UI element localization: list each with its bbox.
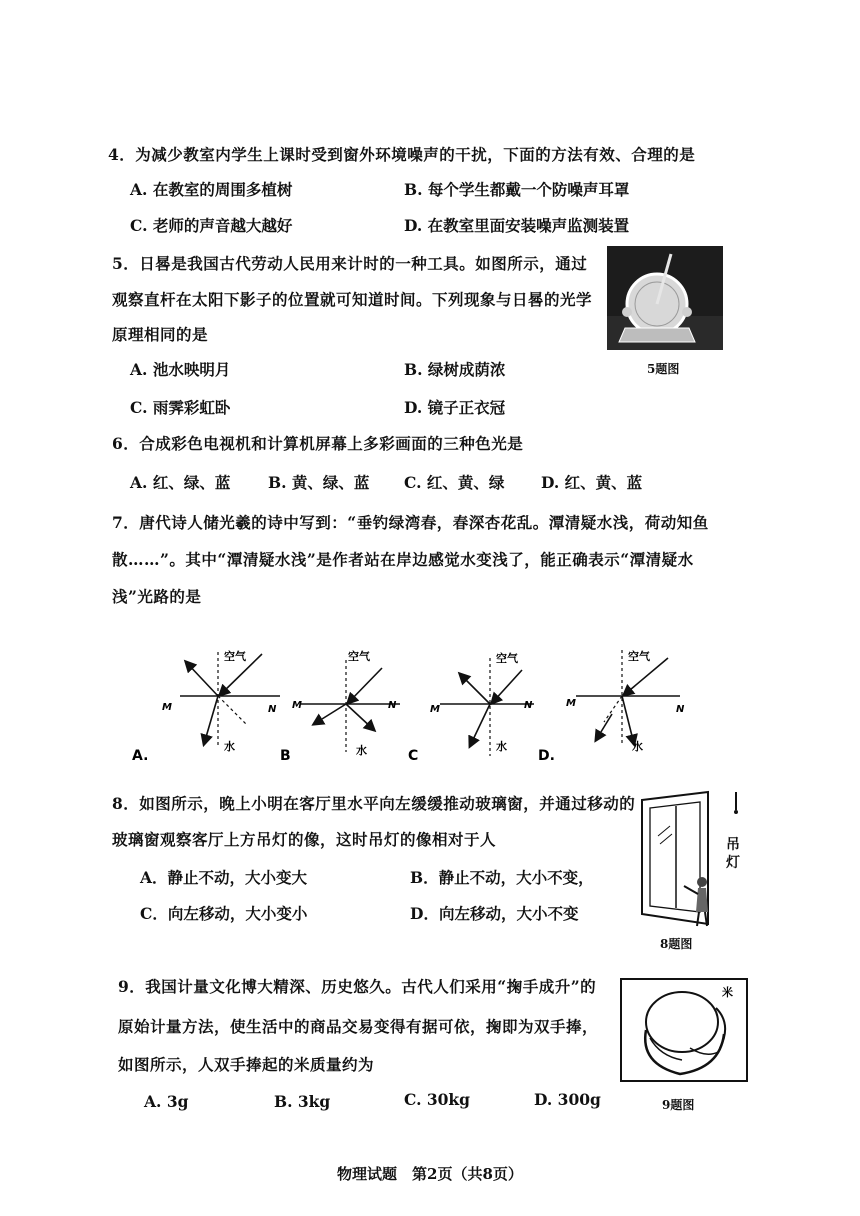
diagram-b <box>292 649 400 757</box>
sundial-image <box>607 246 723 350</box>
q5-option-c: C. 雨霁彩虹卧 <box>130 398 231 417</box>
q7-option-c-letter: C <box>408 748 419 764</box>
q5-stem-line-2: 观察直杆在太阳下影子的位置就可知道时间。下列现象与日晷的光学 <box>112 290 593 309</box>
q8-option-b: B．静止不动，大小不变， <box>410 868 594 887</box>
diagram-c-n-label: N <box>524 700 533 711</box>
q8-option-d: D．向左移动，大小不变 <box>410 904 579 923</box>
q5-stem-line-1: 5．日晷是我国古代劳动人民用来计时的一种工具。如图所示，通过 <box>112 254 588 273</box>
q9-option-c: C. 30kg <box>404 1090 471 1109</box>
diagram-d-water-label: 水 <box>632 740 643 753</box>
q7-light-path-diagrams <box>120 640 700 770</box>
q7-option-b-letter: B <box>280 748 291 764</box>
q8-caption: 8题图 <box>660 937 693 951</box>
q9-option-a: A. 3g <box>144 1092 189 1111</box>
q7-option-d-letter: D. <box>538 748 555 764</box>
diagram-b-m-label: M <box>292 700 302 711</box>
q7-option-a-letter: A. <box>132 748 149 764</box>
diagram-b-air-label: 空气 <box>348 650 370 663</box>
diagram-d <box>566 649 685 753</box>
q9-caption: 9题图 <box>662 1098 695 1112</box>
diagram-b-water-label: 水 <box>356 744 367 757</box>
diagram-d-air-label: 空气 <box>628 650 650 663</box>
lamp-label: 吊灯 <box>726 837 740 871</box>
diagram-c-m-label: M <box>430 704 440 715</box>
q4-stem: 4．为减少教室内学生上课时受到窗外环境噪声的干扰，下面的方法有效、合理的是 <box>108 145 696 164</box>
q5-option-b: B. 绿树成荫浓 <box>404 360 506 379</box>
page-footer: 物理试题 第2页（共8页） <box>337 1165 523 1183</box>
q9-option-d: D. 300g <box>534 1090 601 1109</box>
diagram-c-water-label: 水 <box>496 740 507 753</box>
q9-stem-line-2: 原始计量方法，使生活中的商品交易变得有据可依，掬即为双手捧， <box>118 1017 599 1036</box>
q5-option-d: D. 镜子正衣冠 <box>404 398 506 417</box>
diagram-c <box>430 651 534 756</box>
q5-option-a: A. 池水映明月 <box>130 360 231 379</box>
q4-option-d: D. 在教室里面安装噪声监测装置 <box>404 216 630 235</box>
diagram-c-air-label: 空气 <box>496 652 518 665</box>
q5-caption: 5题图 <box>647 362 680 376</box>
q4-option-b: B. 每个学生都戴一个防噪声耳罩 <box>404 180 630 199</box>
q6-option-a: A. 红、绿、蓝 <box>130 473 231 492</box>
q9-stem-line-1: 9．我国计量文化博大精深、历史悠久。古代人们采用“掬手成升”的 <box>118 977 597 996</box>
diagram-a-m-label: M <box>162 702 172 713</box>
diagram-a-n-label: N <box>268 704 277 715</box>
diagram-d-m-label: M <box>566 698 576 709</box>
q8-stem-line-2: 玻璃窗观察客厅上方吊灯的像，这时吊灯的像相对于人 <box>112 830 497 849</box>
q7-stem-line-2: 散……”。其中“潭清疑水浅”是作者站在岸边感觉水变浅了，能正确表示“潭清疑水 <box>112 550 694 569</box>
q8-stem-line-1: 8．如图所示，晚上小明在客厅里水平向左缓缓推动玻璃窗，并通过移动的 <box>112 794 636 813</box>
rice-label: 米 <box>722 986 733 999</box>
hands-rice-image <box>620 978 748 1082</box>
q8-option-a: A．静止不动，大小变大 <box>140 868 308 887</box>
q5-stem-line-3: 原理相同的是 <box>112 325 209 344</box>
q6-option-b: B. 黄、绿、蓝 <box>268 473 370 492</box>
diagram-b-n-label: N <box>388 700 397 711</box>
q7-stem-line-1: 7．唐代诗人储光羲的诗中写到：“垂钓绿湾春，春深杏花乱。潭清疑水浅，荷动知鱼 <box>112 513 709 532</box>
diagram-d-n-label: N <box>676 704 685 715</box>
diagram-a <box>162 649 280 753</box>
diagram-a-water-label: 水 <box>224 740 235 753</box>
q6-stem: 6．合成彩色电视机和计算机屏幕上多彩画面的三种色光是 <box>112 434 524 453</box>
q9-stem-line-3: 如图所示，人双手捧起的米质量约为 <box>118 1055 375 1074</box>
q6-option-d: D. 红、黄、蓝 <box>541 473 643 492</box>
q8-option-c: C．向左移动，大小变小 <box>140 904 308 923</box>
q4-option-a: A. 在教室的周围多植树 <box>130 180 293 199</box>
diagram-a-air-label: 空气 <box>224 650 246 663</box>
q7-stem-line-3: 浅”光路的是 <box>112 587 202 606</box>
q4-option-c: C. 老师的声音越大越好 <box>130 216 293 235</box>
q6-option-c: C. 红、黄、绿 <box>404 473 505 492</box>
q9-option-b: B. 3kg <box>274 1092 331 1111</box>
